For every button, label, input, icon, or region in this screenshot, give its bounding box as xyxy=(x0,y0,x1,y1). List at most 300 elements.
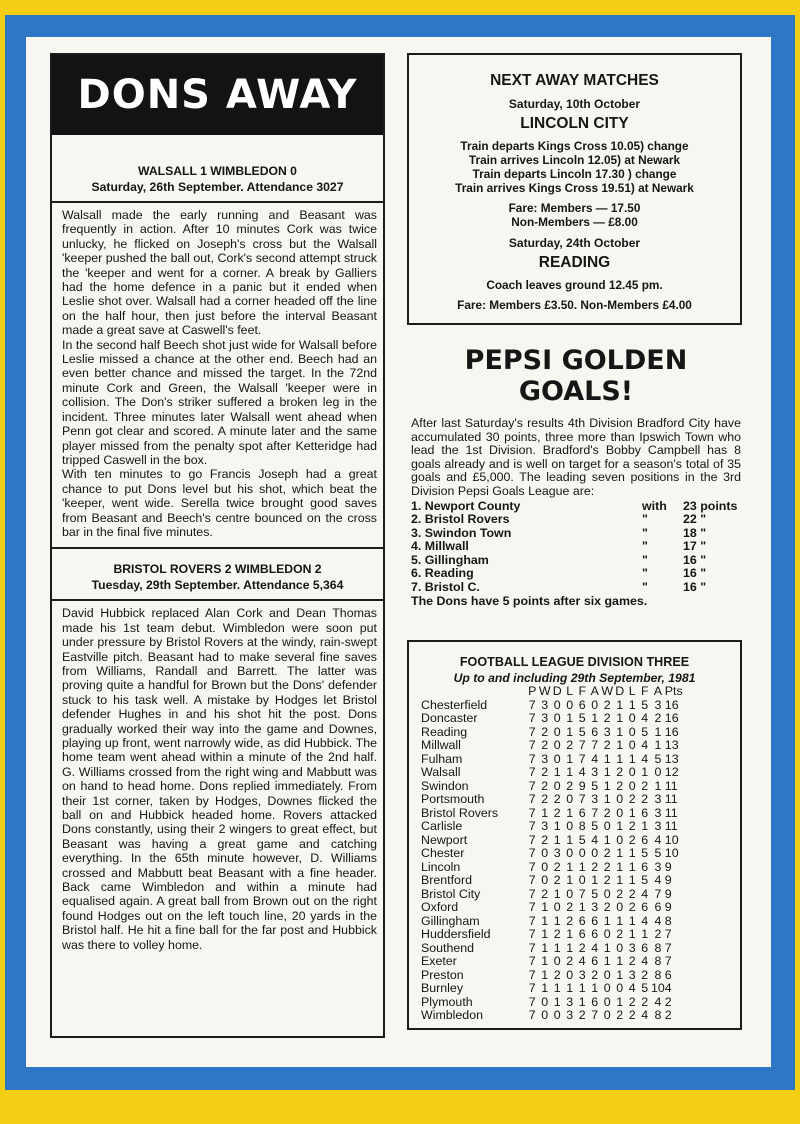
table-cell: 1 xyxy=(541,927,549,941)
table-cell: 1 xyxy=(566,751,574,766)
column-header: D xyxy=(615,684,625,698)
table-cell: 4 xyxy=(641,954,649,968)
match-report-text xyxy=(52,601,383,960)
table-cell: 1 xyxy=(628,697,636,712)
table-cell: 1 xyxy=(603,778,611,793)
away-date-2: Saturday, 24th October xyxy=(508,236,641,250)
table-cell: 10 xyxy=(664,846,679,860)
table-cell: 2 xyxy=(553,967,561,982)
programme-page xyxy=(26,37,771,1067)
table-cell: 1 xyxy=(641,765,649,779)
table-cell: 1 xyxy=(628,846,636,860)
table-cell: 2 xyxy=(603,805,611,820)
table-cell: 2 xyxy=(664,994,672,1009)
report-paragraph: With ten minutes to go Francis Joseph had a great chance to put Dons level but his shot, which beat the 'keeper, went wide. Serella twice brought good saves from Beasant and Beech's centre bounced on the cross bar in the final five minutes. xyxy=(62,467,377,539)
match-report-walsall xyxy=(52,135,383,549)
leader-with: " xyxy=(642,539,648,554)
table-row xyxy=(421,942,689,956)
table-cell: 2 xyxy=(566,900,574,914)
train-line: Train departs Kings Cross 10.05) change xyxy=(460,139,689,153)
team-column-header xyxy=(421,685,526,699)
table-cell: 4 xyxy=(664,981,672,995)
dons-away-banner: DONS AWAY xyxy=(52,55,383,135)
leader-with: " xyxy=(642,525,648,540)
table-cell: 2 xyxy=(664,1008,672,1022)
table-cell: 4 xyxy=(641,886,649,901)
table-cell: 5 xyxy=(578,724,586,739)
table-cell: 7 xyxy=(591,805,599,820)
table-cell: 13 xyxy=(664,751,679,766)
table-cell: 1 xyxy=(541,805,549,820)
table-cell: 2 xyxy=(566,778,574,793)
table-cell: 3 xyxy=(591,765,599,779)
table-cell: 2 xyxy=(616,765,624,779)
team-name: Doncaster xyxy=(421,711,478,725)
team-name: Bristol City xyxy=(421,886,481,901)
table-cell: 1 xyxy=(553,994,561,1009)
table-cell: 2 xyxy=(603,900,611,914)
table-cell: 1 xyxy=(616,846,624,860)
table-cell: 2 xyxy=(628,832,636,847)
table-cell: 0 xyxy=(578,873,586,887)
table-cell: 1 xyxy=(603,913,611,928)
table-cell: 1 xyxy=(566,927,574,941)
table-cell: 1 xyxy=(566,873,574,887)
table-cell: 4 xyxy=(641,751,649,766)
table-cell: 2 xyxy=(541,792,549,806)
table-cell: 1 xyxy=(566,832,574,847)
fares-2: Fare: Members £3.50. Non-Members £4.00 xyxy=(457,298,692,312)
leader-points: 16 " xyxy=(683,552,707,567)
next-away-title: NEXT AWAY MATCHES xyxy=(490,72,659,89)
team-name: Lincoln xyxy=(421,859,461,874)
table-cell: 3 xyxy=(628,967,636,982)
table-row xyxy=(421,766,689,780)
table-row xyxy=(421,982,689,996)
table-cell: 7 xyxy=(578,751,586,766)
list-item xyxy=(411,581,741,595)
table-cell: 0 xyxy=(566,846,574,860)
column-header: W xyxy=(538,684,551,698)
table-cell: 2 xyxy=(603,711,611,725)
table-cell: 3 xyxy=(654,697,662,712)
table-cell: 0 xyxy=(541,859,549,874)
leader-points: 18 " xyxy=(683,525,707,540)
table-cell: 3 xyxy=(541,751,549,766)
table-cell: 2 xyxy=(591,967,599,982)
table-cell: 5 xyxy=(578,832,586,847)
table-cell: 0 xyxy=(628,778,636,793)
table-cell: 1 xyxy=(603,954,611,968)
table-cell: 0 xyxy=(553,1008,561,1022)
table-row xyxy=(421,969,689,983)
leader-team: 6. Reading xyxy=(411,566,474,581)
table-cell: 1 xyxy=(541,900,549,914)
train-line: Train arrives Kings Cross 19.51) at Newark xyxy=(455,181,694,195)
table-cell: 2 xyxy=(603,738,611,752)
table-cell: 12 xyxy=(664,765,679,779)
table-cell: 0 xyxy=(616,940,624,955)
table-row xyxy=(421,780,689,794)
match-header xyxy=(52,549,383,601)
table-cell: 2 xyxy=(628,792,636,806)
table-cell: 3 xyxy=(566,1008,574,1022)
table-cell: 0 xyxy=(566,819,574,833)
pepsi-intro: After last Saturday's results 4th Division Bradford City have accumulated 30 points, three more than Ipswich Town who lead the 1st Division. Bradford's Bobby Campbell has 8 goals already and is well on target for a season's total of 35 goals and £5,000. The leading seven positions in the 3rd Division Pepsi Goals League are: xyxy=(411,416,741,498)
table-cell: 1 xyxy=(591,873,599,887)
table-row xyxy=(421,834,689,848)
table-cell: 7 xyxy=(578,792,586,806)
table-cell: 1 xyxy=(578,859,586,874)
train-line: Train arrives Lincoln 12.05) at Newark xyxy=(468,153,681,167)
table-cell: 3 xyxy=(541,711,549,725)
away-team-2: READING xyxy=(538,254,611,271)
table-cell: 1 xyxy=(616,738,624,752)
table-cell: 6 xyxy=(578,697,586,712)
team-name: Preston xyxy=(421,967,464,982)
column-header: A xyxy=(590,684,599,698)
table-cell: 0 xyxy=(578,846,586,860)
table-cell: 0 xyxy=(566,792,574,806)
table-cell: 0 xyxy=(616,981,624,995)
table-cell: 1 xyxy=(578,981,586,995)
table-cell: 7 xyxy=(664,927,672,941)
train-line: Train departs Lincoln 17.30 ) change xyxy=(472,167,677,181)
table-cell: 0 xyxy=(616,900,624,914)
report-paragraph: Walsall made the early running and Beasant was frequently in action. After 10 minutes Cork was twice unlucky, he flicked on Joseph's cross but the Walsall 'keeper pushed the ball out, Cork's second attempt struck the 'keeper and went for a corner. A break by Galliers had the home defence in a panic but it ended when Leslie shot over. Walsall had a corner headed off the line on the half hour, then just before the interval Beasant made a great save at Caswell's feet. xyxy=(62,208,377,338)
table-cell: 1 xyxy=(628,751,636,766)
match-subheading: Tuesday, 29th September. Attendance 5,364 xyxy=(91,578,344,593)
table-cell: 1 xyxy=(616,724,624,739)
team-name: Plymouth xyxy=(421,994,473,1009)
leader-team: 1. Newport County xyxy=(411,498,521,513)
table-cell: 0 xyxy=(553,724,561,739)
table-cell: 2 xyxy=(603,846,611,860)
pepsi-leaders-list xyxy=(411,500,741,595)
leader-with: " xyxy=(642,552,648,567)
fares-1 xyxy=(409,201,740,229)
table-cell: 2 xyxy=(628,1008,636,1022)
column-header: W xyxy=(601,684,614,698)
table-cell: 1 xyxy=(566,981,574,995)
team-name: Exeter xyxy=(421,954,457,968)
table-cell: 4 xyxy=(591,832,599,847)
table-cell: 7 xyxy=(528,738,536,752)
table-row xyxy=(421,753,689,767)
table-cell: 2 xyxy=(616,886,624,901)
table-cell: 5 xyxy=(641,981,649,995)
table-cell: 0 xyxy=(603,967,611,982)
table-cell: 6 xyxy=(578,913,586,928)
table-cell: 7 xyxy=(591,1008,599,1022)
match-header xyxy=(52,135,383,203)
table-cell: 0 xyxy=(553,711,561,725)
leader-points: 16 " xyxy=(683,566,707,581)
table-cell: 2 xyxy=(553,859,561,874)
list-item xyxy=(411,540,741,554)
table-cell: 2 xyxy=(566,738,574,752)
table-row xyxy=(421,739,689,753)
table-cell: 6 xyxy=(641,900,649,914)
table-cell: 1 xyxy=(591,981,599,995)
table-cell: 1 xyxy=(541,981,549,995)
table-cell: 2 xyxy=(541,738,549,752)
table-cell: 1 xyxy=(541,913,549,928)
table-cell: 3 xyxy=(541,819,549,833)
table-cell: 3 xyxy=(553,846,561,860)
table-cell: 4 xyxy=(641,738,649,752)
team-name: Swindon xyxy=(421,778,469,793)
table-cell: 0 xyxy=(603,886,611,901)
table-cell: 2 xyxy=(591,859,599,874)
table-cell: 0 xyxy=(616,792,624,806)
table-cell: 8 xyxy=(664,913,672,928)
table-cell: 7 xyxy=(578,738,586,752)
table-cell: 7 xyxy=(528,1008,536,1022)
table-cell: 0 xyxy=(553,751,561,766)
table-cell: 5 xyxy=(641,873,649,887)
table-cell: 4 xyxy=(578,765,586,779)
table-cell: 7 xyxy=(528,927,536,941)
table-cell: 1 xyxy=(628,805,636,820)
table-cell: 11 xyxy=(664,778,678,793)
table-cell: 2 xyxy=(541,832,549,847)
table-cell: 1 xyxy=(553,819,561,833)
pepsi-golden-goals xyxy=(411,345,741,608)
table-cell: 3 xyxy=(654,805,662,820)
table-cell: 8 xyxy=(654,1008,662,1022)
table-cell: 2 xyxy=(553,873,561,887)
table-cell: 6 xyxy=(578,805,586,820)
table-cell: 2 xyxy=(553,792,561,806)
table-cell: 0 xyxy=(553,900,561,914)
leader-with: " xyxy=(642,579,648,594)
table-cell: 7 xyxy=(528,994,536,1009)
fare-non-members: Non-Members — £8.00 xyxy=(511,215,638,229)
table-cell: 0 xyxy=(553,738,561,752)
column-header: F xyxy=(578,684,587,698)
table-row xyxy=(421,928,689,942)
pepsi-footer: The Dons have 5 points after six games. xyxy=(411,594,648,609)
table-cell: 1 xyxy=(654,724,662,739)
table-cell: 1 xyxy=(578,994,586,1009)
table-cell: 4 xyxy=(654,873,662,887)
table-cell: 1 xyxy=(628,913,636,928)
table-cell: 5 xyxy=(654,751,662,766)
table-cell: 4 xyxy=(654,832,662,847)
list-item xyxy=(411,527,741,541)
table-cell: 1 xyxy=(628,927,636,941)
table-cell: 5 xyxy=(654,846,662,860)
leader-team: 2. Bristol Rovers xyxy=(411,512,510,527)
column-header: P xyxy=(528,684,537,698)
table-cell: 1 xyxy=(566,859,574,874)
table-cell: 10 xyxy=(651,981,665,995)
table-cell: 1 xyxy=(566,711,574,725)
table-cell: 9 xyxy=(664,859,672,874)
table-row xyxy=(421,996,689,1010)
table-cell: 1 xyxy=(616,994,624,1009)
league-table-title: FOOTBALL LEAGUE DIVISION THREE xyxy=(459,655,690,669)
away-team-1: LINCOLN CITY xyxy=(520,115,629,132)
leader-team: 4. Millwall xyxy=(411,539,469,554)
table-cell: 2 xyxy=(628,954,636,968)
table-cell: 1 xyxy=(603,765,611,779)
table-cell: 1 xyxy=(603,751,611,766)
table-cell: 4 xyxy=(654,994,662,1009)
table-cell: 2 xyxy=(603,697,611,712)
table-cell: 2 xyxy=(603,859,611,874)
table-cell: 6 xyxy=(578,927,586,941)
table-cell: 3 xyxy=(566,994,574,1009)
table-cell: 16 xyxy=(664,697,679,712)
train-times xyxy=(409,139,740,195)
table-cell: 7 xyxy=(528,724,536,739)
table-cell: 2 xyxy=(628,819,636,833)
table-row xyxy=(421,820,689,834)
table-cell: 5 xyxy=(591,886,599,901)
table-cell: 1 xyxy=(553,765,561,779)
table-cell: 1 xyxy=(641,819,649,833)
table-cell: 1 xyxy=(603,940,611,955)
table-cell: 5 xyxy=(641,846,649,860)
table-cell: 0 xyxy=(628,711,636,725)
table-cell: 7 xyxy=(528,751,536,766)
pepsi-title-line: GOALS! xyxy=(518,376,634,407)
table-cell: 0 xyxy=(566,697,574,712)
table-row xyxy=(421,807,689,821)
team-name: Carlisle xyxy=(421,819,463,833)
table-cell: 2 xyxy=(553,927,561,941)
report-paragraph: In the second half Beech shot just wide for Walsall before Leslie missed a chance at the other end. Beech had an even better chance and missed the target. In the 72nd minute Cork and Green, the Walsall 'keeper were in collision. The Don's striker suffered a broken leg in the incident. Three minutes later Walsall went ahead when Penn got clear and scored. A minute later and the same player missed from the penalty spot after Ketteridge had tripped Caswell in the box. xyxy=(62,337,377,467)
match-subheading: Saturday, 26th September. Attendance 3027 xyxy=(91,180,344,194)
table-cell: 3 xyxy=(654,792,662,806)
table-cell: 2 xyxy=(654,711,662,725)
table-cell: 6 xyxy=(641,805,649,820)
table-cell: 1 xyxy=(628,859,636,874)
table-cell: 1 xyxy=(553,981,561,995)
table-cell: 1 xyxy=(541,940,549,955)
team-name: Walsall xyxy=(421,765,461,779)
table-row xyxy=(421,1009,689,1023)
table-cell: 7 xyxy=(528,765,536,779)
table-cell: 0 xyxy=(541,873,549,887)
match-heading: WALSALL 1 WIMBLEDON 0 xyxy=(138,164,297,178)
table-cell: 3 xyxy=(541,697,549,712)
table-cell: 0 xyxy=(616,805,624,820)
table-cell: 1 xyxy=(541,954,549,968)
table-cell: 1 xyxy=(641,927,649,941)
table-cell: 1 xyxy=(578,900,586,914)
table-cell: 7 xyxy=(528,873,536,887)
table-cell: 1 xyxy=(553,832,561,847)
table-cell: 9 xyxy=(664,886,672,901)
table-cell: 0 xyxy=(541,846,549,860)
table-cell: 2 xyxy=(541,886,549,901)
table-cell: 9 xyxy=(664,873,672,887)
team-name: Oxford xyxy=(421,900,459,914)
pepsi-title xyxy=(411,345,741,407)
table-cell: 3 xyxy=(578,967,586,982)
table-cell: 4 xyxy=(628,981,636,995)
table-cell: 1 xyxy=(566,805,574,820)
table-cell: 16 xyxy=(664,724,679,739)
table-cell: 1 xyxy=(616,913,624,928)
column-header: A xyxy=(653,684,663,698)
table-cell: 4 xyxy=(654,913,662,928)
table-header-row xyxy=(421,685,689,699)
table-cell: 1 xyxy=(616,967,624,982)
team-name: Bristol Rovers xyxy=(421,805,499,820)
table-cell: 0 xyxy=(541,994,549,1009)
league-table-subtitle: Up to and including 29th September, 1981 xyxy=(453,671,696,685)
match-heading: BRISTOL ROVERS 2 WIMBLEDON 2 xyxy=(113,562,322,577)
table-cell: 7 xyxy=(528,940,536,955)
table-cell: 7 xyxy=(664,954,672,968)
pepsi-title-line: PEPSI GOLDEN xyxy=(464,345,688,376)
table-cell: 2 xyxy=(541,765,549,779)
table-row xyxy=(421,915,689,929)
table-cell: 0 xyxy=(616,832,624,847)
table-cell: 0 xyxy=(603,981,611,995)
table-cell: 2 xyxy=(616,1008,624,1022)
table-cell: 2 xyxy=(641,967,649,982)
table-cell: 0 xyxy=(654,765,662,779)
table-cell: 13 xyxy=(664,738,679,752)
table-cell: 0 xyxy=(566,967,574,982)
leader-points: 16 " xyxy=(683,579,707,594)
leader-points: 17 " xyxy=(683,539,707,554)
league-table xyxy=(421,685,689,1023)
table-cell: 6 xyxy=(591,927,599,941)
leader-team: 7. Bristol C. xyxy=(411,579,480,594)
team-name: Newport xyxy=(421,832,468,847)
team-name: Southend xyxy=(421,940,475,955)
team-name: Portsmouth xyxy=(421,792,485,806)
table-cell: 6 xyxy=(591,724,599,739)
report-paragraph: David Hubbick replaced Alan Cork and Dean Thomas made his 1st team debut. Wimbledon were soon put under pressure by Bristol Rovers at the windy, rain-swept Eastville pitch. Beasant had to make several fine saves from Williams, Randall and Barrett. The latter was proving quite a handful for Brown but the Dons' defender stuck to his task well. A mistake by Hodges let Bristol defender Hughes in and his shot hit the post. Dons gradually worked their way into the game and Downes, playing up front, went narrowly wide, as did Hubbick. The home team went ahead within a minute of the 2nd half. G. Williams crossed from the right wing and Mabbutt was on hand to head home. Dons replied immediately. From their 1st corner, taken by Hodges, Downes flicked the ball on and Hubbick headed home. Rovers attacked Dons constantly, using their 2 wingers to great effect, but Beasant was having a great game and catching everything. In the 65th minute however, D. Williams crossed and Mabbutt beat Beasant with a fine header. Back came Wimbledon and within a minute had equalised again. A great ball from Brown out on the right found Hodges out on the left touch line, 20 yards in the Bristol half. He hit a fine ball for the far post and Hubbick was there to volley home. xyxy=(62,606,377,952)
table-cell: 2 xyxy=(628,900,636,914)
table-cell: 2 xyxy=(654,927,662,941)
table-cell: 7 xyxy=(528,954,536,968)
table-cell: 1 xyxy=(616,751,624,766)
table-cell: 1 xyxy=(566,940,574,955)
table-cell: 0 xyxy=(603,927,611,941)
table-cell: 7 xyxy=(528,886,536,901)
table-cell: 2 xyxy=(628,886,636,901)
table-cell: 2 xyxy=(616,778,624,793)
table-cell: 1 xyxy=(654,778,662,793)
table-cell: 3 xyxy=(591,792,599,806)
table-cell: 1 xyxy=(616,697,624,712)
table-cell: 7 xyxy=(591,738,599,752)
leader-team: 3. Swindon Town xyxy=(411,525,512,540)
table-cell: 7 xyxy=(578,886,586,901)
table-cell: 4 xyxy=(641,913,649,928)
match-report-text xyxy=(52,203,383,547)
table-cell: 2 xyxy=(566,954,574,968)
table-row xyxy=(421,699,689,713)
table-cell: 1 xyxy=(603,792,611,806)
table-cell: 2 xyxy=(541,778,549,793)
table-cell: 11 xyxy=(664,805,678,820)
table-cell: 4 xyxy=(641,1008,649,1022)
table-cell: 7 xyxy=(528,778,536,793)
table-row xyxy=(421,712,689,726)
table-cell: 16 xyxy=(664,711,679,725)
table-cell: 4 xyxy=(591,940,599,955)
list-item xyxy=(411,513,741,527)
